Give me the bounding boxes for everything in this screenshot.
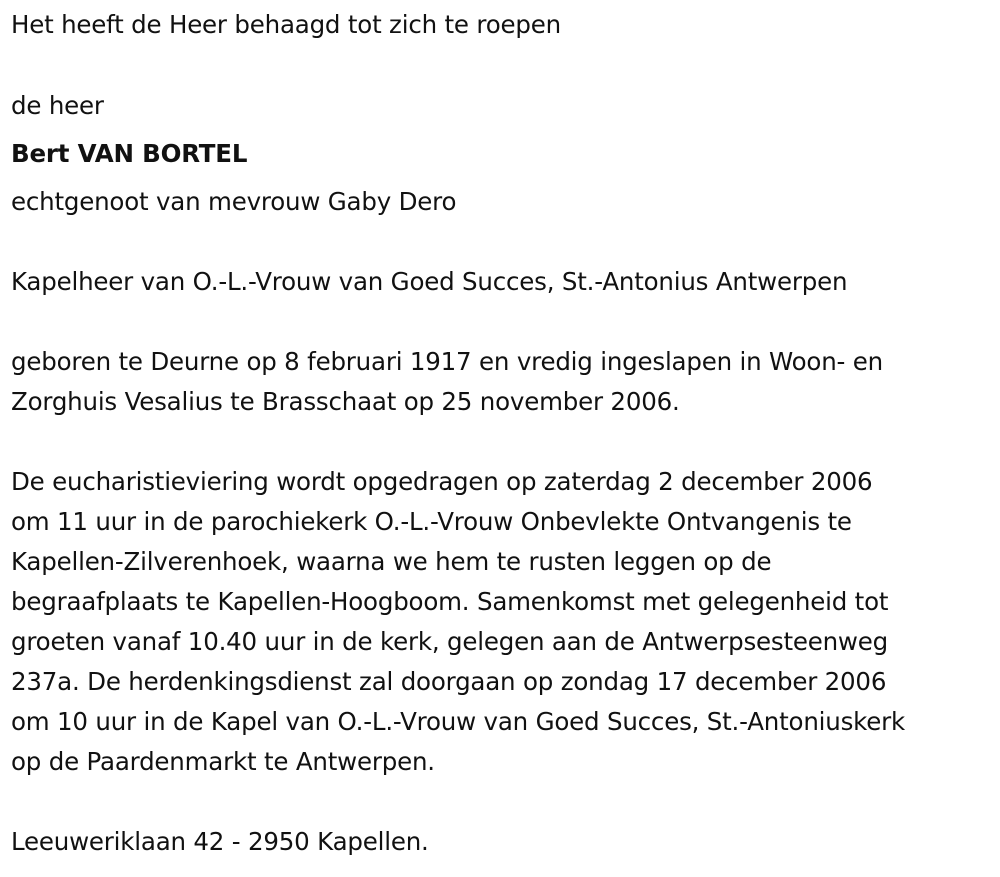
address-text: Leeuweriklaan 42 - 2950 Kapellen.	[11, 827, 429, 856]
ceremony-line: om 10 uur in de Kapel van O.-L.-Vrouw van Goed Succes, St.-Antoniuskerk	[11, 707, 906, 736]
ceremony-line: groeten vanaf 10.40 uur in de kerk, gelegen aan de Antwerpsesteenweg	[11, 627, 888, 656]
ceremony-line: 237a. De herdenkingsdienst zal doorgaan op zondag 17 december 2006	[11, 667, 887, 696]
birth-death-line: Zorghuis Vesalius te Brasschaat op 25 november 2006.	[11, 387, 680, 416]
birth-death-line: geboren te Deurne op 8 februari 1917 en vredig ingeslapen in Woon- en	[11, 347, 883, 376]
ceremony-line: De eucharistieviering wordt opgedragen op zaterdag 2 december 2006	[11, 467, 873, 496]
salutation: de heer	[11, 91, 104, 120]
intro-text: Het heeft de Heer behaagd tot zich te roepen	[11, 10, 561, 39]
ceremony-line: begraafplaats te Kapellen-Hoogboom. Samenkomst met gelegenheid tot	[11, 587, 889, 616]
title-text: Kapelheer van O.-L.-Vrouw van Goed Succes, St.-Antonius Antwerpen	[11, 267, 848, 296]
deceased-name: Bert VAN BORTEL	[11, 139, 248, 168]
spouse-text: echtgenoot van mevrouw Gaby Dero	[11, 187, 457, 216]
ceremony-line: op de Paardenmarkt te Antwerpen.	[11, 747, 435, 776]
ceremony-line: om 11 uur in de parochiekerk O.-L.-Vrouw Onbevlekte Ontvangenis te	[11, 507, 852, 536]
ceremony-line: Kapellen-Zilverenhoek, waarna we hem te rusten leggen op de	[11, 547, 772, 576]
